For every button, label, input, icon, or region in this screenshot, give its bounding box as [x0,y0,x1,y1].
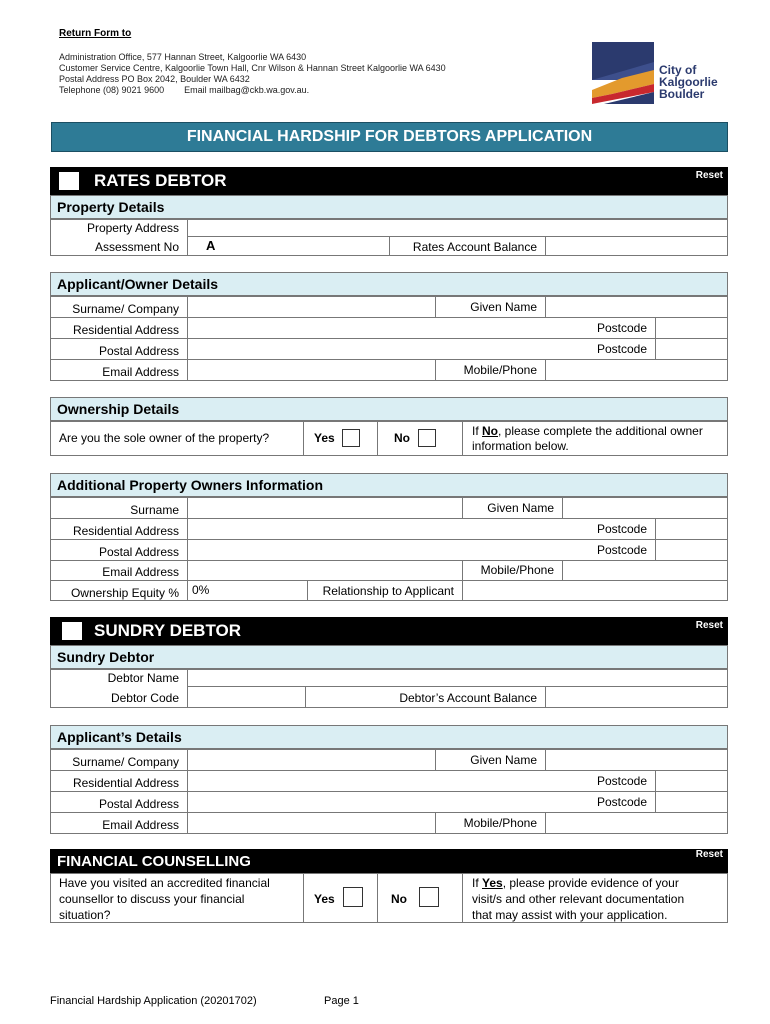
debtor-name-field[interactable] [188,670,727,685]
relationship-label: Relationship to Applicant [322,584,454,598]
equity-label: Ownership Equity % [70,586,179,600]
owner-surname-field[interactable] [188,297,434,316]
applicant-mobile-label: Mobile/Phone [463,816,537,830]
add-postal-label: Postal Address [98,545,179,559]
sole-owner-no-checkbox[interactable] [418,429,436,447]
add-mobile-label: Mobile/Phone [480,563,554,577]
applicant-postal-label: Postal Address [98,797,179,811]
counselling-question-3: situation? [59,908,111,922]
sole-owner-yes-checkbox[interactable] [342,429,360,447]
add-surname-label: Surname [130,503,179,517]
debtor-balance-field[interactable] [546,687,727,707]
rates-balance-label: Rates Account Balance [412,240,537,254]
add-postal-postcode-label: Postcode [596,543,647,557]
ownership-heading: Ownership Details [50,397,728,421]
applicant-owner-heading: Applicant/Owner Details [50,272,728,296]
debtor-balance-label: Debtor’s Account Balance [399,691,537,705]
c-note-prefix: If [472,876,483,890]
sundry-debtor-heading: SUNDRY DEBTOR [94,621,242,640]
owner-postcode-field[interactable] [656,318,727,337]
property-details-heading: Property Details [50,195,728,219]
ownership-note-line2: information below. [472,439,569,453]
note-suffix: , please complete the additional owner [498,424,703,438]
applicant-postcode-label: Postcode [596,774,647,788]
logo-line-3: Boulder [659,87,705,101]
add-email-label: Email Address [102,565,179,579]
owner-mobile-field[interactable] [546,360,727,380]
city-logo [592,42,727,104]
applicant-residential-label: Residential Address [72,776,179,790]
applicant-given-name-field[interactable] [546,750,727,769]
add-email-field[interactable] [188,561,461,579]
counselling-question-2: counsellor to discuss your financial [59,892,245,906]
rates-balance-field[interactable] [546,237,727,255]
counselling-note-line1 [472,876,679,890]
add-surname-field[interactable] [188,498,461,517]
sundry-debtor-bar [50,617,728,645]
address-line-1: Administration Office, 577 Hannan Street, Kalgoorlie WA 6430 [59,52,307,62]
c-note-key: Yes [482,876,503,890]
applicant-email-label: Email Address [102,818,179,832]
additional-owners-heading: Additional Property Owners Information [50,473,728,497]
sundry-reset-button[interactable]: Reset [695,620,723,631]
sole-owner-question: Are you the sole owner of the property? [59,431,270,445]
owner-mobile-label: Mobile/Phone [463,363,537,377]
debtor-code-field[interactable] [188,687,304,707]
property-address-label: Property Address [86,221,179,235]
sole-owner-no-label: No [394,431,410,445]
equity-field[interactable]: 0% [192,583,210,597]
note-key: No [482,424,499,438]
applicant-residential-field[interactable] [188,771,544,790]
logo-line-2: Kalgoorlie [659,75,718,89]
owner-surname-label: Surname/ Company [72,302,179,316]
add-postal-field[interactable] [188,540,544,559]
add-given-name-label: Given Name [487,501,554,515]
add-mobile-field[interactable] [563,561,727,579]
applicant-given-name-label: Given Name [470,753,537,767]
owner-given-name-field[interactable] [546,297,727,316]
add-postcode-field[interactable] [656,519,727,538]
return-form-heading: Return Form to [59,28,132,39]
footer-page-number: Page 1 [324,995,359,1007]
applicant-surname-label: Surname/ Company [72,755,179,769]
sundry-sub-heading: Sundry Debtor [50,645,728,669]
applicant-postal-postcode-label: Postcode [596,795,647,809]
form-title: FINANCIAL HARDSHIP FOR DEBTORS APPLICATION [51,122,728,152]
applicant-postal-postcode-field[interactable] [656,792,727,811]
note-prefix: If [472,424,483,438]
relationship-field[interactable] [463,581,727,600]
add-residential-label: Residential Address [72,524,179,538]
applicant-details-heading: Applicant’s Details [50,725,728,749]
applicant-postal-field[interactable] [188,792,544,811]
debtor-code-label: Debtor Code [110,691,179,705]
counselling-question-1: Have you visited an accredited financial [59,876,270,890]
counselling-heading: FINANCIAL COUNSELLING [57,853,251,870]
counselling-no-checkbox[interactable] [419,887,439,907]
counselling-note-line3: that may assist with your application. [472,908,668,922]
assessment-no-field[interactable]: A [206,238,216,253]
owner-email-label: Email Address [102,365,179,379]
counselling-yes-label: Yes [314,892,335,906]
debtor-name-label: Debtor Name [107,671,179,685]
owner-residential-label: Residential Address [72,323,179,337]
add-given-name-field[interactable] [563,498,727,517]
property-address-field[interactable] [188,220,727,235]
owner-given-name-label: Given Name [470,300,537,314]
assessment-no-label: Assessment No [94,240,179,254]
footer-document-name: Financial Hardship Application (20201702) [50,995,257,1007]
owner-postcode-label: Postcode [596,321,647,335]
rates-reset-button[interactable]: Reset [695,170,723,181]
address-line-2: Customer Service Centre, Kalgoorlie Town Hall, Cnr Wilson & Hannan Street Kalgoorlie WA 6430 [59,63,446,73]
sole-owner-yes-label: Yes [314,431,335,445]
add-residential-field[interactable] [188,519,544,538]
owner-postal-postcode-field[interactable] [656,339,727,358]
counselling-note-line2: visit/s and other relevant documentation [472,892,685,906]
c-note-suffix: , please provide evidence of your [502,876,679,890]
owner-email-field[interactable] [188,360,434,380]
counselling-bar [50,849,728,873]
applicant-surname-field[interactable] [188,750,434,769]
ownership-note-line1 [472,424,703,438]
owner-residential-field[interactable] [188,318,544,337]
owner-postal-postcode-label: Postcode [596,342,647,356]
applicant-postcode-field[interactable] [656,771,727,790]
counselling-yes-checkbox[interactable] [343,887,363,907]
add-postcode-label: Postcode [596,522,647,536]
applicant-mobile-field[interactable] [546,813,727,833]
applicant-email-field[interactable] [188,813,434,833]
rates-debtor-bar [50,167,728,195]
sundry-debtor-checkbox[interactable] [62,622,82,640]
rates-debtor-checkbox[interactable] [59,172,79,190]
counselling-no-label: No [391,892,407,906]
owner-postal-label: Postal Address [98,344,179,358]
owner-postal-field[interactable] [188,339,544,358]
add-postal-postcode-field[interactable] [656,540,727,559]
counselling-reset-button[interactable]: Reset [695,849,723,860]
rates-debtor-heading: RATES DEBTOR [94,171,227,190]
address-line-3: Postal Address PO Box 2042, Boulder WA 6432 [59,74,250,84]
address-line-4: Telephone (08) 9021 9600 Email mailbag@ckb.wa.gov.au. [59,85,310,95]
logo-line-1: City of [659,63,697,77]
